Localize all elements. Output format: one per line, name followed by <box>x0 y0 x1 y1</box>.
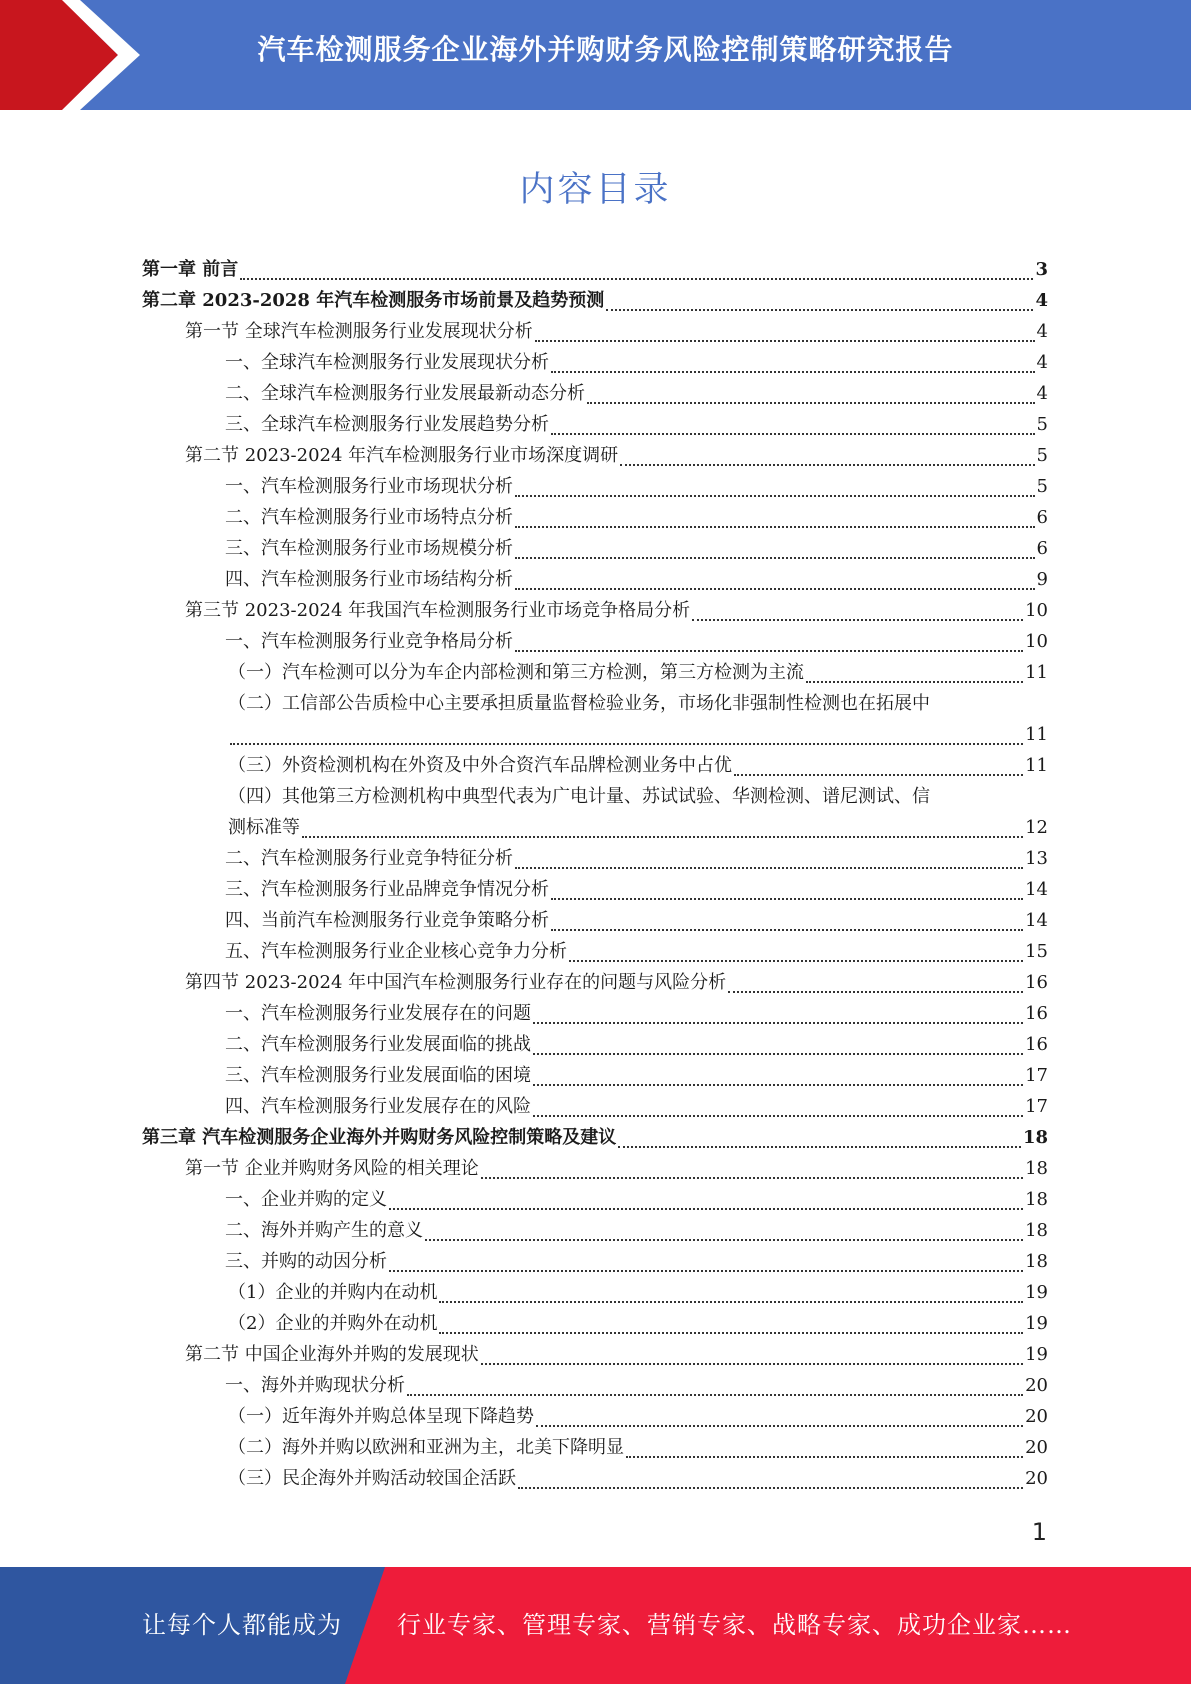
toc-leader-dots <box>439 1332 1023 1334</box>
toc-entry-text: 一、汽车检测服务行业竞争格局分析 <box>225 631 513 652</box>
toc-entry[interactable] <box>142 409 1048 440</box>
toc-entry-text: 一、汽车检测服务行业市场现状分析 <box>225 476 513 497</box>
toc-entry-text: 二、汽车检测服务行业竞争特征分析 <box>225 848 513 869</box>
footer-slogan-left: 让每个人都能成为 <box>142 1611 342 1639</box>
toc-leader-dots <box>533 1115 1023 1117</box>
toc-page-number: 19 <box>1025 1344 1048 1365</box>
toc-page-number: 18 <box>1025 1189 1048 1210</box>
toc-leader-dots <box>734 774 1023 776</box>
toc-leader-dots <box>806 681 1023 683</box>
toc-leader-dots <box>533 1084 1023 1086</box>
toc-entry[interactable] <box>142 316 1048 347</box>
toc-entry-text: 四、当前汽车检测服务行业竞争策略分析 <box>225 910 549 931</box>
toc-page-number: 18 <box>1025 1251 1048 1272</box>
toc-entry-text: 一、海外并购现状分析 <box>225 1375 405 1396</box>
toc-title: 内容目录 <box>519 170 672 210</box>
toc-leader-dots <box>481 1177 1023 1179</box>
toc-leader-dots <box>551 371 1035 373</box>
toc-leader-dots <box>692 619 1023 621</box>
toc-entry-text-continued: 测标准等 <box>228 817 300 838</box>
toc-leader-dots <box>515 650 1023 652</box>
toc-entry-text: 三、汽车检测服务行业品牌竞争情况分析 <box>225 879 549 900</box>
toc-entry-text: 第一节 企业并购财务风险的相关理论 <box>185 1158 479 1179</box>
toc-entry[interactable] <box>142 1029 1048 1060</box>
toc-leader-dots <box>536 1425 1023 1427</box>
toc-entry-text: 第二节 2023-2024 年汽车检测服务行业市场深度调研 <box>185 445 619 466</box>
toc-entry-text: 一、全球汽车检测服务行业发展现状分析 <box>225 352 549 373</box>
toc-leader-dots <box>407 1394 1023 1396</box>
toc-entry-text: 二、海外并购产生的意义 <box>225 1220 423 1241</box>
toc-entry-text: （二）海外并购以欧洲和亚洲为主，北美下降明显 <box>228 1437 624 1458</box>
toc-page-number: 14 <box>1025 910 1048 931</box>
toc-entry-text: 第三章 汽车检测服务企业海外并购财务风险控制策略及建议 <box>142 1127 617 1148</box>
toc-entry[interactable] <box>142 936 1048 967</box>
toc-leader-dots <box>551 898 1023 900</box>
toc-leader-dots <box>302 836 1023 838</box>
toc-entry[interactable] <box>142 1122 1048 1153</box>
toc-leader-dots <box>389 1270 1023 1272</box>
toc-leader-dots <box>389 1208 1023 1210</box>
toc-page-number: 6 <box>1036 538 1048 559</box>
footer-slogan-right: 行业专家、管理专家、营销专家、战略专家、成功企业家…… <box>397 1611 1072 1639</box>
toc-page-number: 14 <box>1025 879 1048 900</box>
toc-entry[interactable] <box>142 1246 1048 1277</box>
toc-entry-text: 第一节 全球汽车检测服务行业发展现状分析 <box>185 321 533 342</box>
toc-entry[interactable] <box>142 533 1048 564</box>
toc-page-number: 16 <box>1025 1003 1048 1024</box>
toc-page-number: 16 <box>1025 1034 1048 1055</box>
toc-leader-dots <box>481 1363 1023 1365</box>
toc-entry[interactable] <box>142 440 1048 471</box>
toc-leader-dots <box>620 464 1034 466</box>
toc-page-number: 20 <box>1025 1437 1048 1458</box>
toc-entry[interactable] <box>142 1153 1048 1184</box>
toc-leader-dots <box>515 867 1023 869</box>
toc-page-number: 5 <box>1036 414 1048 435</box>
toc-leader-dots <box>515 526 1035 528</box>
toc-entry-text: 第一章 前言 <box>142 259 239 280</box>
toc-leader-dots <box>626 1456 1023 1458</box>
toc-entry-text: 四、汽车检测服务行业发展存在的风险 <box>225 1096 531 1117</box>
page-number: 1 <box>1031 1518 1047 1546</box>
toc-leader-dots <box>515 495 1035 497</box>
toc-page-number: 11 <box>1025 755 1048 776</box>
toc-entry[interactable] <box>142 502 1048 533</box>
toc-entry[interactable] <box>142 254 1048 285</box>
toc-page-number: 5 <box>1036 476 1048 497</box>
toc-page-number: 19 <box>1025 1313 1048 1334</box>
toc-page-number: 12 <box>1025 817 1048 838</box>
toc-leader-dots <box>515 588 1035 590</box>
toc-entry-text: 第三节 2023-2024 年我国汽车检测服务行业市场竞争格局分析 <box>185 600 691 621</box>
toc-leader-dots <box>518 1487 1023 1489</box>
toc-entry[interactable] <box>142 843 1048 874</box>
toc-entry[interactable] <box>142 750 1048 781</box>
toc-entry-text: 四、汽车检测服务行业市场结构分析 <box>225 569 513 590</box>
toc-entry[interactable] <box>142 1432 1048 1463</box>
toc-entry[interactable] <box>142 1215 1048 1246</box>
toc-entry[interactable] <box>142 1401 1048 1432</box>
toc-entry[interactable] <box>142 998 1048 1029</box>
toc-page-number: 9 <box>1036 569 1048 590</box>
toc-entry-text: （四）其他第三方检测机构中典型代表为广电计量、苏试试验、华测检测、谱尼测试、信 <box>228 786 930 807</box>
toc-leader-dots <box>728 991 1023 993</box>
toc-entry-text: （2）企业的并购外在动机 <box>228 1313 438 1334</box>
header-band <box>0 0 1191 110</box>
footer-band <box>0 1567 1191 1684</box>
toc-page-number: 4 <box>1036 352 1048 373</box>
toc-entry-text: （1）企业的并购内在动机 <box>228 1282 438 1303</box>
toc-page-number: 4 <box>1036 321 1048 342</box>
toc-leader-dots <box>240 278 1033 280</box>
toc-leader-dots <box>439 1301 1023 1303</box>
toc-page-number: 19 <box>1025 1282 1048 1303</box>
toc-entry[interactable] <box>142 347 1048 378</box>
toc-entry-text: 五、汽车检测服务行业企业核心竞争力分析 <box>225 941 567 962</box>
toc-page-number: 10 <box>1025 631 1048 652</box>
toc-page-number: 18 <box>1025 1220 1048 1241</box>
toc-entry[interactable] <box>142 657 1048 688</box>
toc-page-number: 20 <box>1025 1406 1048 1427</box>
toc-entry[interactable] <box>142 471 1048 502</box>
toc-page-number: 17 <box>1025 1096 1048 1117</box>
toc-entry-text: 二、全球汽车检测服务行业发展最新动态分析 <box>225 383 585 404</box>
toc-entry-text: 三、汽车检测服务行业市场规模分析 <box>225 538 513 559</box>
toc-entry[interactable] <box>142 626 1048 657</box>
toc-leader-dots <box>606 309 1033 311</box>
toc-entry-text: （一）近年海外并购总体呈现下降趋势 <box>228 1406 534 1427</box>
toc-page-number: 20 <box>1025 1375 1048 1396</box>
toc-page-number: 3 <box>1035 259 1048 280</box>
toc-leader-dots <box>230 743 1023 745</box>
toc-entry[interactable] <box>142 285 1048 316</box>
table-of-contents <box>142 254 1048 1494</box>
toc-leader-dots <box>551 433 1035 435</box>
toc-entry[interactable] <box>142 595 1048 626</box>
toc-entry[interactable] <box>142 905 1048 936</box>
toc-leader-dots <box>551 929 1023 931</box>
toc-entry[interactable] <box>142 1060 1048 1091</box>
toc-page-number: 4 <box>1035 290 1048 311</box>
toc-page-number: 13 <box>1025 848 1048 869</box>
header-chevron-icon <box>0 0 160 110</box>
toc-entry[interactable] <box>142 781 1048 843</box>
toc-entry-text: （一）汽车检测可以分为车企内部检测和第三方检测，第三方检测为主流 <box>228 662 804 683</box>
toc-entry[interactable] <box>142 378 1048 409</box>
toc-page-number: 20 <box>1025 1468 1048 1489</box>
toc-entry[interactable] <box>142 1339 1048 1370</box>
toc-page-number: 16 <box>1025 972 1048 993</box>
toc-entry[interactable] <box>142 1308 1048 1339</box>
toc-page-number: 18 <box>1025 1158 1048 1179</box>
toc-page-number: 18 <box>1022 1127 1048 1148</box>
toc-page-number: 5 <box>1036 445 1048 466</box>
toc-entry[interactable] <box>142 564 1048 595</box>
toc-leader-dots <box>535 340 1035 342</box>
toc-entry[interactable] <box>142 874 1048 905</box>
toc-entry-text: 一、企业并购的定义 <box>225 1189 387 1210</box>
toc-leader-dots <box>587 402 1035 404</box>
toc-leader-dots <box>515 557 1035 559</box>
toc-entry-text: 第二章 2023-2028 年汽车检测服务市场前景及趋势预测 <box>142 290 605 311</box>
toc-entry[interactable] <box>142 688 1048 750</box>
toc-entry[interactable] <box>142 1277 1048 1308</box>
toc-entry[interactable] <box>142 1184 1048 1215</box>
toc-page-number: 6 <box>1036 507 1048 528</box>
toc-entry-text: 三、全球汽车检测服务行业发展趋势分析 <box>225 414 549 435</box>
toc-leader-dots <box>425 1239 1023 1241</box>
toc-entry-text: 第四节 2023-2024 年中国汽车检测服务行业存在的问题与风险分析 <box>185 972 727 993</box>
toc-page-number: 15 <box>1025 941 1048 962</box>
report-title: 汽车检测服务企业海外并购财务风险控制策略研究报告 <box>257 33 954 66</box>
toc-entry[interactable] <box>142 967 1048 998</box>
toc-entry-text: 一、汽车检测服务行业发展存在的问题 <box>225 1003 531 1024</box>
toc-entry[interactable] <box>142 1091 1048 1122</box>
toc-page-number: 17 <box>1025 1065 1048 1086</box>
toc-entry-text: （三）外资检测机构在外资及中外合资汽车品牌检测业务中占优 <box>228 755 732 776</box>
toc-entry-text: 二、汽车检测服务行业发展面临的挑战 <box>225 1034 531 1055</box>
toc-entry-text: 三、并购的动因分析 <box>225 1251 387 1272</box>
toc-page-number: 11 <box>1025 662 1048 683</box>
toc-entry-text: 二、汽车检测服务行业市场特点分析 <box>225 507 513 528</box>
toc-entry-text: 第二节 中国企业海外并购的发展现状 <box>185 1344 479 1365</box>
toc-entry-text: 三、汽车检测服务行业发展面临的困境 <box>225 1065 531 1086</box>
toc-leader-dots <box>533 1053 1023 1055</box>
toc-leader-dots <box>533 1022 1023 1024</box>
toc-entry[interactable] <box>142 1370 1048 1401</box>
toc-entry-text: （二）工信部公告质检中心主要承担质量监督检验业务，市场化非强制性检测也在拓展中 <box>228 693 930 714</box>
toc-page-number: 11 <box>1025 724 1048 745</box>
toc-page-number: 4 <box>1036 383 1048 404</box>
toc-entry-text: （三）民企海外并购活动较国企活跃 <box>228 1468 516 1489</box>
toc-page-number: 10 <box>1025 600 1048 621</box>
toc-leader-dots <box>569 960 1023 962</box>
toc-leader-dots <box>618 1146 1021 1148</box>
toc-entry[interactable] <box>142 1463 1048 1494</box>
